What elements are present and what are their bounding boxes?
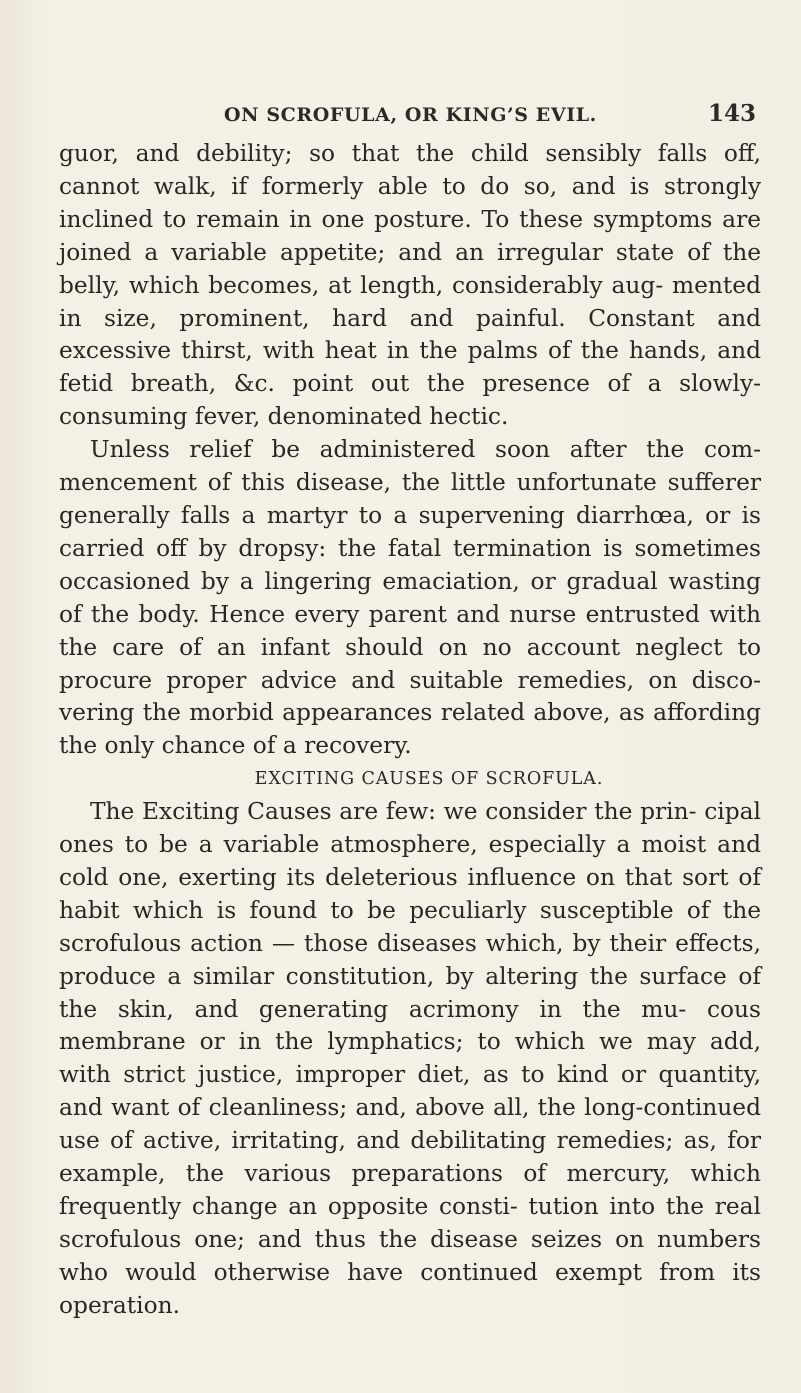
paragraph-symptoms: guor, and debility; so that the child sensibly falls off, cannot walk, if formerly able to do so, and is strongly inclined to remain in one posture. To these symptoms are joined a variable appetite; and an irregular state of the belly, which becomes, at length, considerably aug- mented in size, prominent, hard and painful. Constant and excessive thirst, with heat in the palms of the hands, and fetid breath, &c. point out the presence of a slowly- consuming fever, denominated hectic. [59, 140, 761, 431]
section-heading: EXCITING CAUSES OF SCROFULA. [254, 769, 604, 790]
paragraph-exciting-causes: The Exciting Causes are few: we consider the prin- cipal ones to be a variable atmosphere, especially a moist and cold one, exerting its deleterious influence on that sort of habit which is found to be peculiarly susceptible of the scrofulous action — those diseases which, by their effects, produce a similar constitution, by altering the surface of the skin, and generating acrimony in the mu- cous membrane or in the lymphatics; to which we may add, with strict justice, improper diet, as to kind or quantity, and want of cleanliness; and, above all, the long-continued use of active, irritating, and debilitating remedies; as, for example, the various preparations of mercury, which frequently change an opposite consti- tution into the real scrofulous one; and thus the disease seizes on numbers who would otherwise have continued exempt from its operation. [59, 798, 761, 1319]
body-text [59, 138, 761, 1323]
paragraph-prognosis: Unless relief be administered soon after the com- mencement of this disease, the little unfortunate sufferer generally falls a martyr to a supervening diarrhœa, or is carried off by dropsy: the fatal termination is sometimes occasioned by a lingering emaciation, or gradual wasting of the body. Hence every parent and nurse entrusted with the care of an infant should on no account neglect to procure proper advice and suitable remedies, on disco- vering the morbid appearances related above, as affording the only chance of a recovery. [59, 436, 761, 760]
page-header [176, 100, 756, 132]
running-head: ON SCROFULA, OR KING’S EVIL. [224, 104, 597, 126]
page-number: 143 [707, 100, 756, 127]
